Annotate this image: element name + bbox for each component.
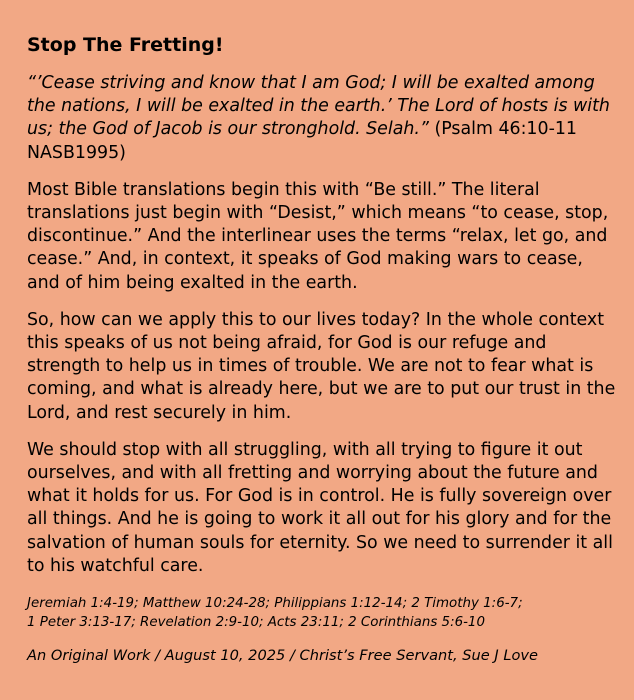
references-line-1: Jeremiah 1:4-19; Matthew 10:24-28; Philippians 1:12-14; 2 Timothy 1:6-7; xyxy=(27,596,523,612)
paragraph-1: Most Bible translations begin this with “Be still.” The literal translations just begin with “Desist,” which means “to cease, stop, discontinue.” And the interlinear uses the terms “relax, let go, and cease.” And, in context, it speaks of God making wars to cease, and of him being exalted in the earth. xyxy=(27,179,609,293)
references-line-2: 1 Peter 3:13-17; Revelation 2:9-10; Acts 23:11; 2 Corinthians 5:6-10 xyxy=(27,615,485,631)
scripture-text: “’Cease striving and know that I am God; I will be exalted among the nations, I will be exalted in the earth.’ The Lord of hosts is with us; the God of Jacob is our stronghold. Selah.” xyxy=(27,73,610,140)
paragraph-2: So, how can we apply this to our lives today? In the whole context this speaks of us not being afraid, for God is our refuge and strength to help us in times of trouble. We are not to fear what is coming, and what is already here, but we are to put our trust in the Lord, and rest securely in him. xyxy=(27,309,616,423)
scripture-references xyxy=(27,594,620,632)
footer-attribution: An Original Work / August 10, 2025 / Christ’s Free Servant, Sue J Love xyxy=(27,647,539,665)
paragraph-3: We should stop with all struggling, with all trying to figure it out ourselves, and with all fretting and worrying about the future and what it holds for us. For God is in control. He is fully sovereign over all things. And he is going to work it all out for his glory and for the salvation of human souls for eternity. So we need to surrender it all to his watchful care. xyxy=(27,439,613,576)
scripture-reference: (Psalm 46:10-11 NASB1995) xyxy=(27,119,577,163)
scripture-quote xyxy=(27,72,620,165)
page-title: Stop The Fretting! xyxy=(27,34,224,56)
